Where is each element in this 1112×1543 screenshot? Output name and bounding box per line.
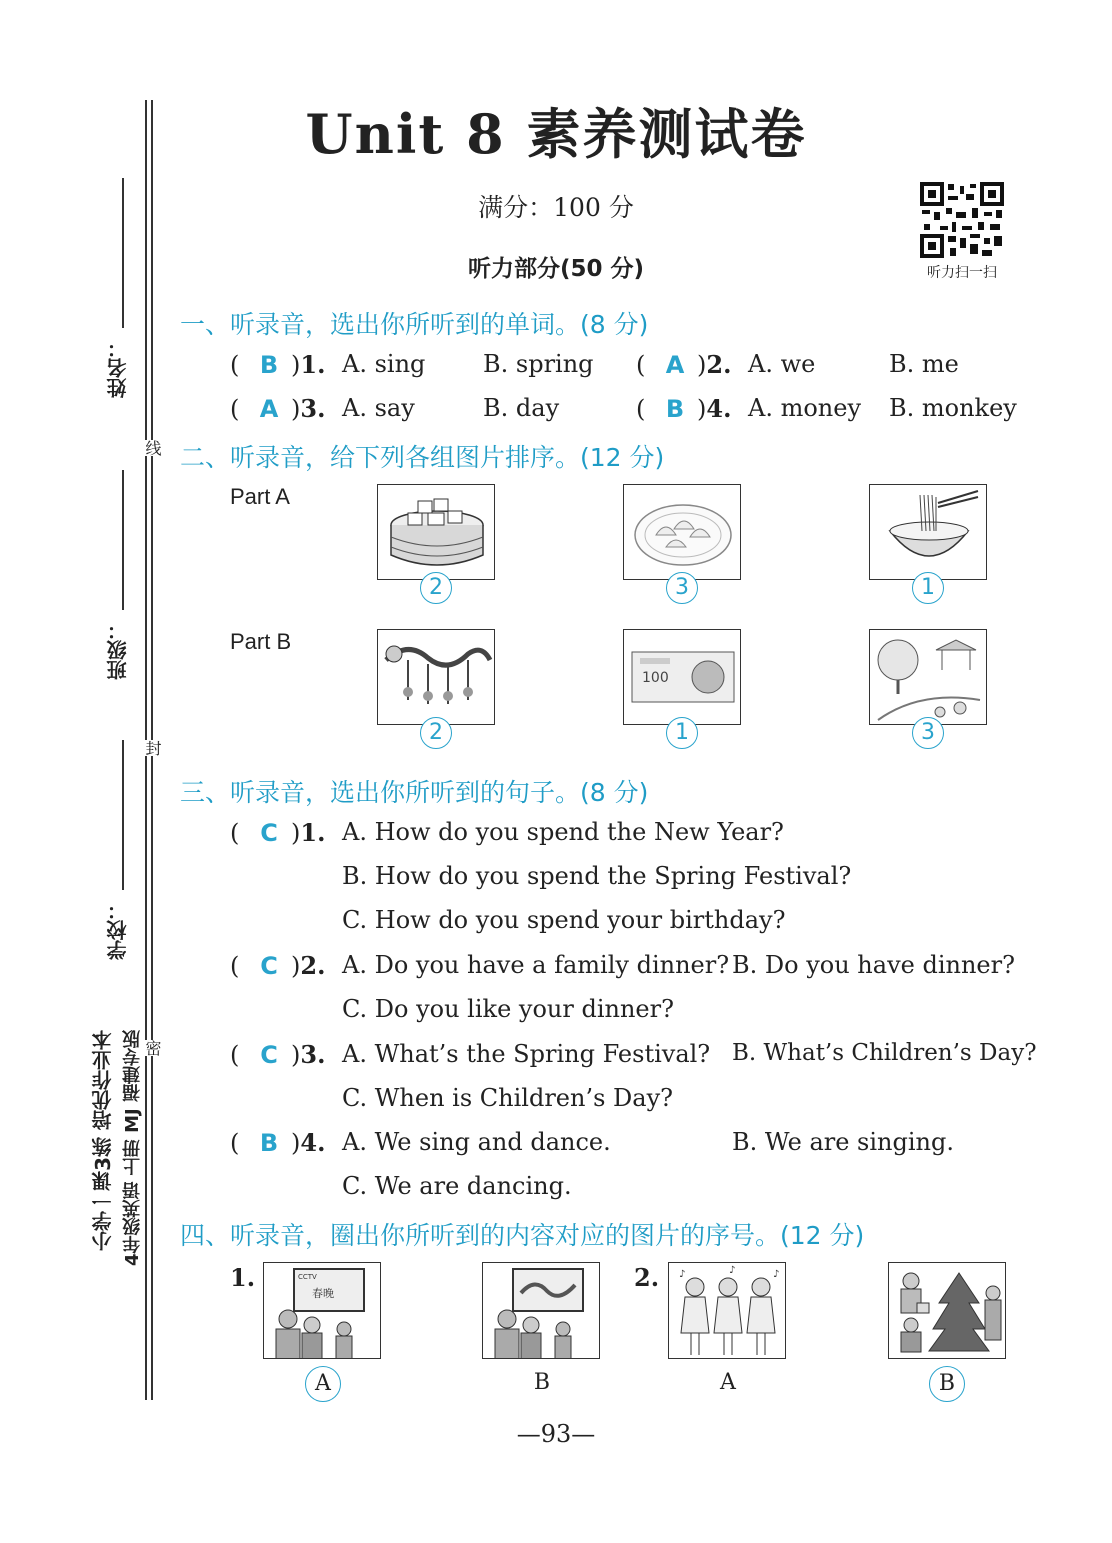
full-score: 满分：100 分 <box>478 193 634 222</box>
picture-money <box>623 629 741 725</box>
christmas-tree-icon <box>889 1263 1006 1359</box>
steamer-icon <box>378 485 495 580</box>
edition-text: 4年级英语 上册 MJ 福建专版 <box>122 1030 143 1266</box>
s3-q2-num: 2. <box>300 951 326 980</box>
tv-logo-text: CCTV <box>298 1273 317 1281</box>
cut-mark-secret: 密 <box>143 1040 162 1056</box>
s1-q1-answer[interactable]: B <box>259 351 279 379</box>
part-a-order-1[interactable]: 2 <box>420 572 452 604</box>
svg-text:♪: ♪ <box>729 1265 736 1276</box>
part-a-order-2[interactable]: 3 <box>666 572 698 604</box>
part-b-order-1[interactable]: 2 <box>420 717 452 749</box>
s3-question-2: ( C )2. <box>230 951 326 980</box>
s3-q1-option-a: A. How do you spend the New Year? <box>342 818 784 846</box>
s3-q3-option-b: B. What’s Children’s Day? <box>732 1040 1037 1066</box>
s3-q4-option-c: C. We are dancing. <box>342 1172 572 1200</box>
s1-q2-option-a: A. we <box>748 350 816 378</box>
s4-q1-option-b[interactable]: B <box>533 1370 551 1395</box>
singing-children-icon <box>669 1263 786 1359</box>
class-label: 班级： <box>106 620 130 680</box>
picture-christmas <box>888 1262 1006 1359</box>
picture-children-singing <box>668 1262 786 1359</box>
s1-q4-option-b: B. monkey <box>889 394 1017 422</box>
s3-q4-answer[interactable]: B <box>259 1129 279 1157</box>
qr-code-icon[interactable] <box>920 182 1004 258</box>
s1-q1-num: 1. <box>300 350 326 379</box>
s3-q4-num: 4. <box>300 1128 326 1157</box>
picture-steamed-buns <box>377 484 495 580</box>
school-blank-line <box>122 740 124 890</box>
tv-dragon-icon <box>483 1263 600 1359</box>
page-number: —93— <box>516 1420 596 1448</box>
s1-question-2: ( A )2. <box>636 350 732 379</box>
page-title: Unit 8 素养测试卷 <box>305 102 807 166</box>
s3-q1-option-b: B. How do you spend the Spring Festival? <box>342 862 852 890</box>
s1-q3-answer[interactable]: A <box>259 395 279 423</box>
s1-q3-num: 3. <box>300 394 326 423</box>
s1-q1-option-b: B. spring <box>483 350 594 378</box>
s3-q2-option-b: B. Do you have dinner? <box>732 951 1015 979</box>
banknote-icon <box>624 630 741 725</box>
s1-q3-option-b: B. day <box>483 394 560 422</box>
s4-q2-num: 2. <box>634 1263 660 1292</box>
section2-heading: 二、听录音，给下列各组图片排序。(12 分) <box>180 443 665 472</box>
svg-text:♪: ♪ <box>679 1269 686 1280</box>
s1-q2-answer[interactable]: A <box>665 351 685 379</box>
s3-q1-num: 1. <box>300 818 326 847</box>
s1-question-3: ( A )3. <box>230 394 326 423</box>
s1-q1-option-a: A. sing <box>342 350 426 378</box>
name-label: 姓名： <box>106 338 130 398</box>
s1-q2-option-b: B. me <box>889 350 959 378</box>
park-icon <box>870 630 987 725</box>
svg-text:♪: ♪ <box>773 1269 780 1280</box>
s3-q2-option-c: C. Do you like your dinner? <box>342 995 674 1023</box>
s3-q3-num: 3. <box>300 1040 326 1069</box>
s3-q1-answer[interactable]: C <box>260 819 278 847</box>
listening-part-heading: 听力部分(50 分) <box>467 256 645 282</box>
s1-q4-num: 4. <box>706 394 732 423</box>
noodles-icon <box>870 485 987 580</box>
section1-heading: 一、听录音，选出你所听到的单词。(8 分) <box>180 310 649 339</box>
school-label: 学校： <box>106 900 130 960</box>
s3-question-3: ( C )3. <box>230 1040 326 1069</box>
s3-q1-option-c: C. How do you spend your birthday? <box>342 906 786 934</box>
s1-q3-option-a: A. say <box>342 394 415 422</box>
s1-q2-num: 2. <box>706 350 732 379</box>
s1-question-4: ( B )4. <box>636 394 732 423</box>
dragon-dance-icon <box>378 630 495 725</box>
picture-tv-dragon <box>482 1262 600 1359</box>
s4-q1-option-a[interactable]: A <box>305 1366 341 1402</box>
brand-text: 小学一课3练 培优作业本 <box>91 1030 115 1251</box>
s3-q2-answer[interactable]: C <box>260 952 278 980</box>
class-blank-line <box>122 470 124 610</box>
section3-heading: 三、听录音，选出你所听到的句子。(8 分) <box>180 778 649 807</box>
cut-mark-seal: 封 <box>143 740 162 756</box>
qr-label: 听力扫一扫 <box>927 265 997 281</box>
picture-dragon-dance <box>377 629 495 725</box>
section4-heading: 四、听录音，圈出你所听到的内容对应的图片的序号。(12 分) <box>180 1221 865 1250</box>
svg-text:100: 100 <box>642 670 669 686</box>
s1-question-1: ( B )1. <box>230 350 326 379</box>
s3-q4-option-b: B. We are singing. <box>732 1128 954 1156</box>
s3-q4-option-a: A. We sing and dance. <box>342 1128 611 1156</box>
tv-screen-text: 春晚 <box>312 1287 334 1300</box>
s4-q1-num: 1. <box>230 1263 256 1292</box>
picture-park <box>869 629 987 725</box>
tv-family-icon <box>264 1263 381 1359</box>
dumplings-icon <box>624 485 741 580</box>
picture-dumplings <box>623 484 741 580</box>
cut-mark-line: 线 <box>143 440 162 456</box>
picture-tv-gala <box>263 1262 381 1359</box>
s3-q3-option-c: C. When is Children’s Day? <box>342 1084 674 1112</box>
s1-q4-answer[interactable]: B <box>665 395 685 423</box>
part-b-order-3[interactable]: 3 <box>912 717 944 749</box>
s3-question-1: ( C )1. <box>230 818 326 847</box>
part-a-label: Part A <box>230 484 290 509</box>
part-a-order-3[interactable]: 1 <box>912 572 944 604</box>
s3-q2-option-a: A. Do you have a family dinner? <box>342 951 730 979</box>
s4-q2-option-b[interactable]: B <box>929 1366 965 1402</box>
s3-q3-answer[interactable]: C <box>260 1041 278 1069</box>
s3-q3-option-a: A. What’s the Spring Festival? <box>342 1040 711 1068</box>
part-b-order-2[interactable]: 1 <box>666 717 698 749</box>
picture-noodles <box>869 484 987 580</box>
s1-q4-option-a: A. money <box>748 394 862 422</box>
s3-question-4: ( B )4. <box>230 1128 326 1157</box>
s4-q2-option-a[interactable]: A <box>720 1370 736 1395</box>
part-b-label: Part B <box>230 629 292 654</box>
